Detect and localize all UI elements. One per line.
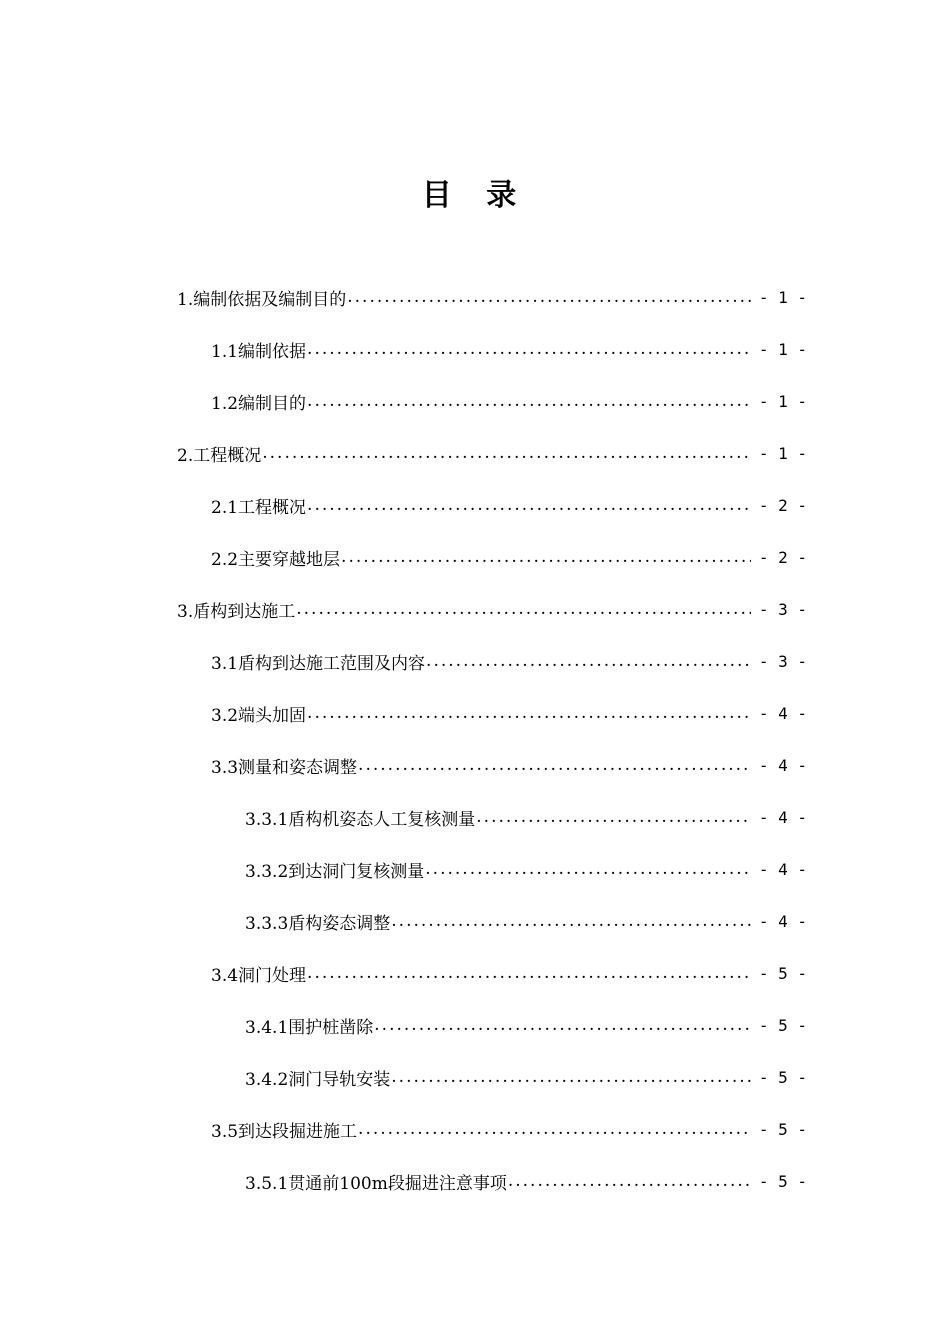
toc-dot-leader [426,651,751,671]
toc-dot-leader [391,1067,751,1087]
toc-entry-label: 3.2端头加固 [211,705,307,726]
toc-entry[interactable] [0,479,950,531]
toc-entry[interactable] [0,271,950,323]
toc-dot-leader [307,495,751,515]
toc-entry-label: 3.3.2到达洞门复核测量 [245,861,425,882]
toc-entry[interactable] [0,791,950,843]
toc-entry-label: 3.3.1盾构机姿态人工复核测量 [245,809,476,830]
toc-entry-page: - 4 - [758,859,807,879]
toc-entry-label: 3.盾构到达施工 [177,601,296,622]
toc-entry[interactable] [0,375,950,427]
toc-entry-label: 2.工程概况 [177,445,262,466]
toc-dot-leader [307,963,751,983]
toc-entry-label: 3.4.2洞门导轨安装 [245,1069,391,1090]
toc-entry[interactable] [0,1103,950,1155]
toc-dot-leader [476,807,751,827]
toc-entry[interactable] [0,999,950,1051]
toc-entry[interactable] [0,895,950,947]
toc-entry-page: - 5 - [758,963,807,983]
toc-dot-leader [262,443,751,463]
toc-entry-page: - 5 - [758,1171,807,1191]
toc-entry[interactable] [0,583,950,635]
toc-entry-page: - 3 - [758,599,807,619]
toc-entry-label: 3.4.1围护桩凿除 [245,1017,374,1038]
toc-entry-page: - 5 - [758,1119,807,1139]
toc-entry-page: - 2 - [758,547,807,567]
toc-entry-label: 1.1编制依据 [211,341,307,362]
toc-entry-label: 3.1盾构到达施工范围及内容 [211,653,426,674]
toc-entry[interactable] [0,531,950,583]
toc-entry-page: - 5 - [758,1015,807,1035]
toc-entry-page: - 4 - [758,807,807,827]
toc-entry-label: 3.3.3盾构姿态调整 [245,913,391,934]
toc-entry[interactable] [0,323,950,375]
toc-entry-page: - 4 - [758,911,807,931]
toc-entry-label: 3.5.1贯通前100m段掘进注意事项 [245,1173,507,1194]
toc-dot-leader [307,391,751,411]
toc-entry-page: - 4 - [758,703,807,723]
toc-entry[interactable] [0,427,950,479]
toc-dot-leader [425,859,751,879]
toc-entry[interactable] [0,947,950,999]
toc-entry[interactable] [0,687,950,739]
toc-dot-leader [296,599,751,619]
page-title: 目 录 [421,178,529,213]
toc-dot-leader [358,1119,751,1139]
toc-entry-label: 2.2主要穿越地层 [211,549,341,570]
toc-dot-leader [508,1171,751,1191]
toc-entry[interactable] [0,843,950,895]
toc-entry-label: 3.5到达段掘进施工 [211,1121,358,1142]
toc-entry-label: 3.4洞门处理 [211,965,307,986]
toc-dot-leader [307,703,751,723]
toc-entry[interactable] [0,739,950,791]
toc-entry-page: - 4 - [758,755,807,775]
toc-entry-page: - 1 - [758,391,807,411]
toc-entry-label: 1.编制依据及编制目的 [177,289,347,310]
toc-dot-leader [391,911,751,931]
toc-entry[interactable] [0,1051,950,1103]
toc-entry-page: - 1 - [758,287,807,307]
toc-entry[interactable] [0,1155,950,1207]
toc-entry-page: - 5 - [758,1067,807,1087]
toc-entry[interactable] [0,635,950,687]
toc-entry-label: 2.1工程概况 [211,497,307,518]
toc-entry-page: - 2 - [758,495,807,515]
toc-dot-leader [358,755,751,775]
toc-dot-leader [347,287,751,307]
toc-entry-page: - 1 - [758,443,807,463]
toc-entry-label: 1.2编制目的 [211,393,307,414]
toc-entry-label: 3.3测量和姿态调整 [211,757,358,778]
toc-entry-page: - 3 - [758,651,807,671]
toc-dot-leader [341,547,751,567]
toc-dot-leader [374,1015,751,1035]
toc-entry-page: - 1 - [758,339,807,359]
toc-dot-leader [307,339,751,359]
table-of-contents [0,271,950,1207]
